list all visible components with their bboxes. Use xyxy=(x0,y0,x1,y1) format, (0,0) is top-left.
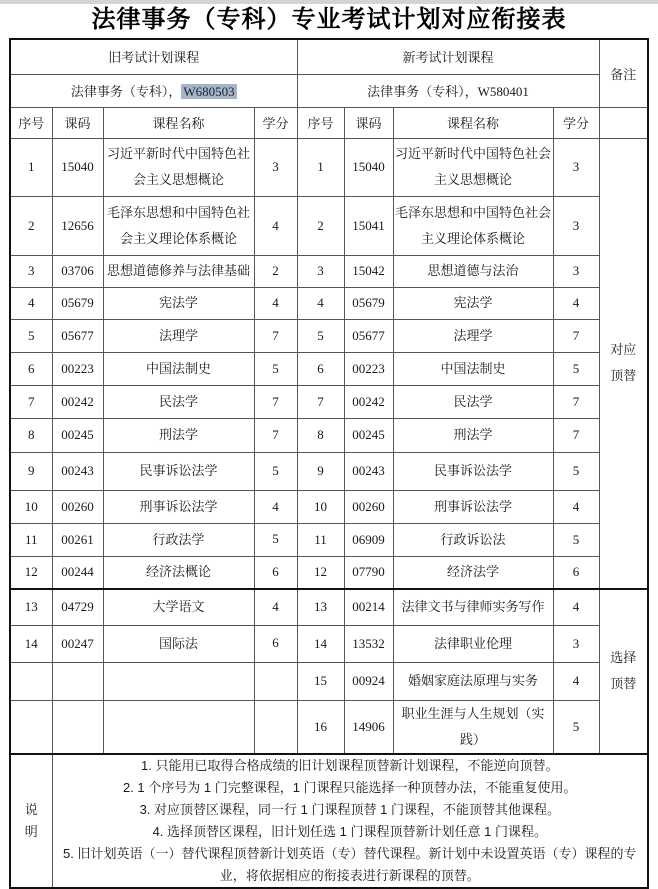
cell-old-no: 4 xyxy=(10,287,52,319)
cell-new-name: 民法学 xyxy=(393,385,553,418)
cell-new-name: 习近平新时代中国特色社会主义思想概论 xyxy=(393,138,553,196)
cell-new-no: 4 xyxy=(297,287,344,319)
cell-new-credit: 4 xyxy=(553,589,599,625)
table-row xyxy=(10,385,648,418)
cell-old-name: 行政法学 xyxy=(103,523,254,556)
cell-new-no: 5 xyxy=(297,319,344,352)
cell-new-no: 14 xyxy=(297,625,344,662)
remark-header: 备注 xyxy=(599,39,648,107)
cell-old-name: 刑事诉讼法学 xyxy=(103,490,254,523)
notes-row xyxy=(10,754,648,888)
cell-old-credit: 6 xyxy=(254,556,297,589)
new-plan-header: 新考试计划课程 xyxy=(297,39,599,74)
cell-old-no: 14 xyxy=(10,625,52,662)
cell-new-name: 宪法学 xyxy=(393,287,553,319)
cell-new-name: 行政诉讼法 xyxy=(393,523,553,556)
cell-old-name: 民法学 xyxy=(103,385,254,418)
cell-old-code: 04729 xyxy=(52,589,103,625)
cell-new-credit: 4 xyxy=(553,287,599,319)
cell-old-code: 00245 xyxy=(52,418,103,452)
cell-new-name: 法律文书与律师实务写作 xyxy=(393,589,553,625)
cell-old-credit: 5 xyxy=(254,452,297,490)
cell-new-code: 00214 xyxy=(344,589,393,625)
cell-old-credit: 6 xyxy=(254,625,297,662)
cell-new-name: 刑法学 xyxy=(393,418,553,452)
notes-label-cell xyxy=(10,754,52,888)
col-header-new-code: 课码 xyxy=(344,107,393,138)
col-header-old-name: 课程名称 xyxy=(103,107,254,138)
cell-old-no: 1 xyxy=(10,138,52,196)
cell-old-credit: 5 xyxy=(254,352,297,385)
table-row xyxy=(10,625,648,662)
cell-old-code: 05679 xyxy=(52,287,103,319)
cell-new-credit: 5 xyxy=(553,352,599,385)
cell-new-no: 11 xyxy=(297,523,344,556)
old-plan-label: 法律事务（专科）， xyxy=(70,84,182,99)
cell-new-credit: 5 xyxy=(553,523,599,556)
cell-old-no: 5 xyxy=(10,319,52,352)
old-plan-name-cell xyxy=(10,74,297,107)
cell-old-name: 思想道德修养与法律基础 xyxy=(103,255,254,287)
cell-old-name xyxy=(103,662,254,700)
table-row xyxy=(10,287,648,319)
cell-new-code: 15040 xyxy=(344,138,393,196)
cell-old-name: 中国法制史 xyxy=(103,352,254,385)
cell-old-name: 法理学 xyxy=(103,319,254,352)
remark-correspond-label: 对应顶替 xyxy=(610,342,637,384)
cell-new-credit: 5 xyxy=(553,452,599,490)
table-row xyxy=(10,418,648,452)
cell-new-code: 00924 xyxy=(344,662,393,700)
remark-choose xyxy=(599,589,648,754)
cell-old-no: 12 xyxy=(10,556,52,589)
cell-old-code: 00242 xyxy=(52,385,103,418)
table-row xyxy=(10,196,648,255)
note-item: 5. 旧计划英语（一）替代课程顶替新计划英语（专）替代课程。新计划中未设置英语（专）课程的专业，将依据相应的衔接表进行新课程的顶替。 xyxy=(63,845,637,883)
cell-new-name: 经济法学 xyxy=(393,556,553,589)
cell-old-code: 05677 xyxy=(52,319,103,352)
cell-new-no: 2 xyxy=(297,196,344,255)
notes-content-cell xyxy=(52,754,648,888)
cell-new-code: 15041 xyxy=(344,196,393,255)
cell-new-code: 00245 xyxy=(344,418,393,452)
cell-new-name: 婚姻家庭法原理与实务 xyxy=(393,662,553,700)
cell-old-code: 00247 xyxy=(52,625,103,662)
cell-new-no: 6 xyxy=(297,352,344,385)
cell-new-credit: 7 xyxy=(553,319,599,352)
cell-new-code: 13532 xyxy=(344,625,393,662)
cell-new-credit: 4 xyxy=(553,662,599,700)
cell-old-code: 00243 xyxy=(52,452,103,490)
cell-old-name: 大学语文 xyxy=(103,589,254,625)
cell-new-no: 1 xyxy=(297,138,344,196)
cell-new-no: 13 xyxy=(297,589,344,625)
cell-old-name: 习近平新时代中国特色社会主义思想概论 xyxy=(103,138,254,196)
cell-new-name: 法律职业伦理 xyxy=(393,625,553,662)
cell-new-no: 9 xyxy=(297,452,344,490)
cell-new-code: 07790 xyxy=(344,556,393,589)
cell-old-name: 经济法概论 xyxy=(103,556,254,589)
cell-old-code: 12656 xyxy=(52,196,103,255)
table-row xyxy=(10,352,648,385)
cell-new-name: 中国法制史 xyxy=(393,352,553,385)
table-row xyxy=(10,523,648,556)
cell-old-name: 宪法学 xyxy=(103,287,254,319)
table-row xyxy=(10,556,648,589)
cell-old-name xyxy=(103,700,254,754)
cell-old-code: 00261 xyxy=(52,523,103,556)
cell-new-no: 7 xyxy=(297,385,344,418)
cell-old-credit: 7 xyxy=(254,319,297,352)
table-row xyxy=(10,490,648,523)
cell-new-no: 16 xyxy=(297,700,344,754)
cell-old-no xyxy=(10,662,52,700)
cell-new-credit: 7 xyxy=(553,418,599,452)
cell-old-no: 7 xyxy=(10,385,52,418)
cell-old-credit: 3 xyxy=(254,138,297,196)
cell-old-credit: 5 xyxy=(254,523,297,556)
header-row-columns xyxy=(10,107,648,138)
col-header-new-no: 序号 xyxy=(297,107,344,138)
cell-new-code: 00223 xyxy=(344,352,393,385)
cell-old-credit: 7 xyxy=(254,418,297,452)
col-header-new-name: 课程名称 xyxy=(393,107,553,138)
table-row xyxy=(10,452,648,490)
cell-new-credit: 7 xyxy=(553,385,599,418)
linkage-table xyxy=(9,38,649,889)
table-row xyxy=(10,662,648,700)
notes-label: 说明 xyxy=(24,801,38,839)
cell-new-name: 民事诉讼法学 xyxy=(393,452,553,490)
cell-old-no: 11 xyxy=(10,523,52,556)
cell-old-no: 6 xyxy=(10,352,52,385)
cell-old-name: 毛泽东思想和中国特色社会主义理论体系概论 xyxy=(103,196,254,255)
table-row xyxy=(10,255,648,287)
note-item: 1. 只能用已取得合格成绩的旧计划课程顶替新计划课程，不能逆向顶替。 xyxy=(141,757,559,773)
cell-old-code: 00244 xyxy=(52,556,103,589)
cell-new-code: 00243 xyxy=(344,452,393,490)
col-header-old-code: 课码 xyxy=(52,107,103,138)
cell-new-name: 法理学 xyxy=(393,319,553,352)
cell-new-code: 06909 xyxy=(344,523,393,556)
cell-old-credit: 7 xyxy=(254,385,297,418)
cell-old-name: 刑法学 xyxy=(103,418,254,452)
cell-old-no: 13 xyxy=(10,589,52,625)
table-row xyxy=(10,319,648,352)
cell-old-no xyxy=(10,700,52,754)
cell-new-credit: 6 xyxy=(553,556,599,589)
page-title: 法律事务（专科）专业考试计划对应衔接表 xyxy=(91,7,567,33)
cell-old-credit xyxy=(254,700,297,754)
cell-new-name: 思想道德与法治 xyxy=(393,255,553,287)
cell-old-credit: 4 xyxy=(254,490,297,523)
cell-new-name: 毛泽东思想和中国特色社会主义理论体系概论 xyxy=(393,196,553,255)
cell-old-credit xyxy=(254,662,297,700)
cell-new-code: 14906 xyxy=(344,700,393,754)
cell-old-credit: 4 xyxy=(254,589,297,625)
remark-header-spacer xyxy=(599,107,648,138)
cell-new-credit: 5 xyxy=(553,700,599,754)
old-plan-code-highlighted: W680503 xyxy=(183,84,235,99)
old-plan-header: 旧考试计划课程 xyxy=(10,39,297,74)
new-plan-name-cell: 法律事务（专科），W580401 xyxy=(297,74,599,107)
cell-old-code: 00223 xyxy=(52,352,103,385)
cell-old-no: 10 xyxy=(10,490,52,523)
note-item: 2. 1 个序号为 1 门完整课程，1 门课程只能选择一种顶替办法，不能重复使用。 xyxy=(122,779,577,795)
cell-old-code xyxy=(52,662,103,700)
header-row-plans xyxy=(10,39,648,74)
cell-new-no: 3 xyxy=(297,255,344,287)
cell-new-code: 00242 xyxy=(344,385,393,418)
cell-new-name: 职业生涯与人生规划（实践） xyxy=(393,700,553,754)
col-header-new-credit: 学分 xyxy=(553,107,599,138)
note-item: 4. 选择顶替区课程，旧计划任选 1 门课程顶替新计划任意 1 门课程。 xyxy=(152,823,547,839)
cell-old-no: 3 xyxy=(10,255,52,287)
cell-old-no: 9 xyxy=(10,452,52,490)
table-row xyxy=(10,700,648,754)
cell-old-code: 00260 xyxy=(52,490,103,523)
cell-new-code: 05679 xyxy=(344,287,393,319)
cell-new-no: 8 xyxy=(297,418,344,452)
cell-new-name: 刑事诉讼法学 xyxy=(393,490,553,523)
remark-correspond xyxy=(599,138,648,589)
cell-new-code: 00260 xyxy=(344,490,393,523)
cell-old-credit: 4 xyxy=(254,287,297,319)
cell-old-name: 国际法 xyxy=(103,625,254,662)
cell-old-code: 15040 xyxy=(52,138,103,196)
table-row xyxy=(10,138,648,196)
cell-new-credit: 3 xyxy=(553,625,599,662)
cell-new-no: 15 xyxy=(297,662,344,700)
cell-old-credit: 4 xyxy=(254,196,297,255)
cell-new-credit: 3 xyxy=(553,255,599,287)
cell-new-code: 15042 xyxy=(344,255,393,287)
col-header-old-no: 序号 xyxy=(10,107,52,138)
cell-new-credit: 4 xyxy=(553,490,599,523)
cell-new-no: 12 xyxy=(297,556,344,589)
cell-new-credit: 3 xyxy=(553,196,599,255)
cell-old-credit: 2 xyxy=(254,255,297,287)
cell-new-code: 05677 xyxy=(344,319,393,352)
header-row-majors xyxy=(10,74,648,107)
table-row xyxy=(10,589,648,625)
remark-choose-label: 选择顶替 xyxy=(610,650,637,692)
note-item: 3. 对应顶替区课程，同一行 1 门课程顶替 1 门课程，不能顶替其他课程。 xyxy=(139,801,560,817)
cell-old-code: 03706 xyxy=(52,255,103,287)
cell-new-no: 10 xyxy=(297,490,344,523)
cell-old-code xyxy=(52,700,103,754)
cell-old-name: 民事诉讼法学 xyxy=(103,452,254,490)
cell-old-no: 8 xyxy=(10,418,52,452)
cell-old-no: 2 xyxy=(10,196,52,255)
col-header-old-credit: 学分 xyxy=(254,107,297,138)
cell-new-credit: 3 xyxy=(553,138,599,196)
